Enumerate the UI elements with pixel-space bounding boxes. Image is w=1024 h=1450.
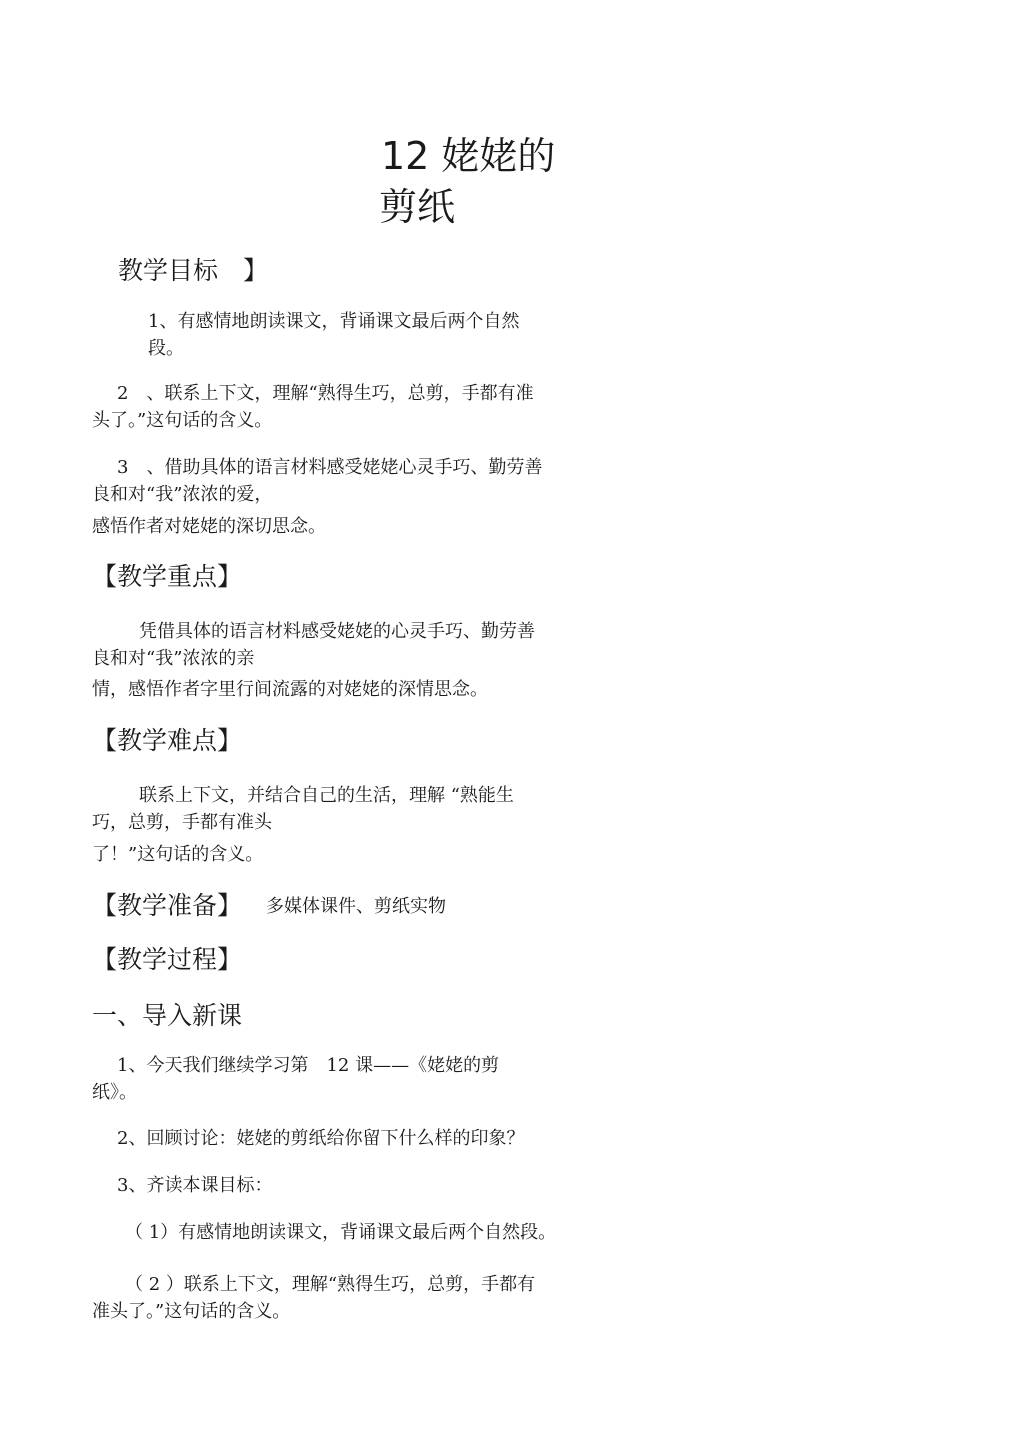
objective-3-line3: 感悟作者对姥姥的深切思念。 <box>92 516 326 537</box>
objective-1-line1: 1、有感情地朗读课文，背诵课文最后两个自然 <box>148 311 520 332</box>
goal-1: （ 1）有感情地朗读课文，背诵课文最后两个自然段。 <box>125 1222 557 1243</box>
goal-2-line1: （ 2 ）联系上下文，理解“熟得生巧，总剪，手都有 <box>125 1274 536 1295</box>
objective-1-line2: 段。 <box>148 338 184 359</box>
key-points-line3: 情，感悟作者字里行间流露的对姥姥的深情思念。 <box>92 679 488 700</box>
difficulties-line2: 巧，总剪，手都有准头 <box>92 812 272 833</box>
objective-3-line1: 3 、借助具体的语言材料感受姥姥心灵手巧、勤劳善 <box>117 457 543 478</box>
difficulties-heading: 【教学难点】 <box>92 726 243 755</box>
process-heading: 【教学过程】 <box>92 945 243 974</box>
page-title-line2: 剪纸 <box>379 185 456 229</box>
key-points-heading: 【教学重点】 <box>92 562 243 591</box>
objective-3-line2: 良和对“我”浓浓的爱， <box>92 484 273 505</box>
difficulties-line3: 了！”这句话的含义。 <box>92 844 264 865</box>
objectives-heading: 教学目标 】 <box>118 256 269 285</box>
objective-2-line2: 头了。”这句话的含义。 <box>92 410 273 431</box>
section-1-heading: 一、导入新课 <box>92 1001 243 1030</box>
difficulties-line1: 联系上下文，并结合自己的生活，理解 “熟能生 <box>139 785 514 806</box>
step-3: 3、齐读本课目标： <box>117 1175 273 1196</box>
objective-2-line1: 2 、联系上下文，理解“熟得生巧，总剪，手都有准 <box>117 383 534 404</box>
key-points-line2: 良和对“我”浓浓的亲 <box>92 648 255 669</box>
step-1-line1: 1、今天我们继续学习第 12 课——《姥姥的剪 <box>117 1055 500 1076</box>
step-2: 2、回顾讨论：姥姥的剪纸给你留下什么样的印象？ <box>117 1128 525 1149</box>
step-1-line2: 纸》。 <box>92 1082 137 1103</box>
preparation-heading: 【教学准备】 <box>92 891 243 920</box>
key-points-line1: 凭借具体的语言材料感受姥姥的心灵手巧、勤劳善 <box>139 621 535 642</box>
preparation-content: 多媒体课件、剪纸实物 <box>266 896 446 917</box>
goal-2-line2: 准头了。”这句话的含义。 <box>92 1301 291 1322</box>
page-title-line1: 12 姥姥的 <box>381 134 556 178</box>
